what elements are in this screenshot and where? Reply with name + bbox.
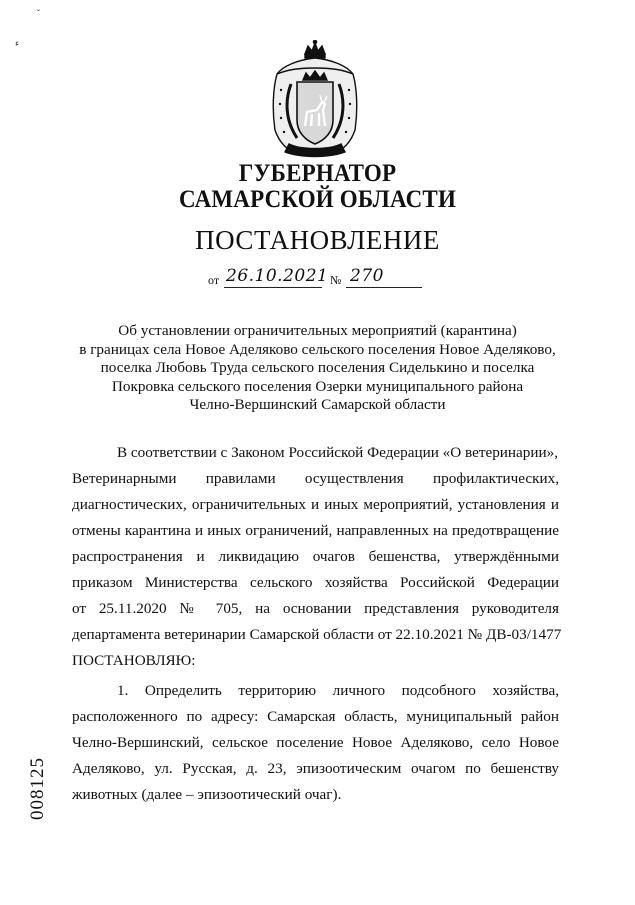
document-subject (60, 322, 575, 415)
document-type: ПОСТАНОВЛЕНИЕ (195, 225, 440, 255)
item1-line: Челно-Вершинский, сельское поселение Новое Аделяково, село Новое (72, 734, 559, 751)
body-line: В соответствии с Законом Российской Федерации «О ветеринарии», (117, 444, 559, 461)
body-line: отмены карантина и иных ограничений, направленных на предотвращение (72, 522, 559, 539)
number-underline (346, 287, 422, 288)
body-line: приказом Министерства сельского хозяйства Российской Федерации (72, 574, 559, 591)
body-line: департамента ветеринарии Самарской области от 22.10.2021 № ДВ-03/1477 (72, 626, 562, 643)
body-line: от 25.11.2020 № 705, на основании представления руководителя (72, 600, 559, 617)
number-label: № (330, 273, 342, 287)
subject-line: Об установлении ограничительных мероприятий (карантина) (118, 322, 517, 339)
item1-line: 1. Определить территорию личного подсобного хозяйства, (117, 682, 559, 699)
item1-line: расположенного по адресу: Самарская область, муниципальный район (72, 708, 559, 725)
document-date: 26.10.2021 (226, 266, 329, 286)
body-line: Ветеринарными правилами осуществления профилактических, (72, 470, 559, 487)
body-line: диагностических, ограничительных и иных мероприятий, установления и (72, 496, 559, 513)
date-underline (224, 287, 322, 288)
document-number: 270 (350, 266, 384, 286)
scan-speck: ˇ (37, 8, 40, 18)
samara-coat-of-arms-icon (267, 40, 363, 158)
body-line: ПОСТАНОВЛЯЮ: (72, 652, 196, 669)
item1-line: Аделяково, ул. Русская, д. 23, эпизоотическим очагом по бешенству (72, 760, 559, 777)
scan-speck: ء (15, 38, 20, 48)
governor-title-line2: САМАРСКОЙ ОБЛАСТИ (178, 186, 457, 213)
subject-line: Челно-Вершинский Самарской области (189, 396, 446, 413)
date-number-line (208, 266, 423, 288)
subject-line: поселка Любовь Труда сельского поселения Сиделькино и поселка (100, 359, 535, 376)
governor-title-line1: ГУБЕРНАТОР (238, 160, 397, 187)
item1-line: животных (далее – эпизоотический очаг). (72, 786, 342, 803)
subject-line: Покровка сельского поселения Озерки муниципального района (111, 377, 524, 395)
subject-line: в границах села Новое Аделяково сельского поселения Новое Аделяково, (79, 340, 556, 358)
document-body (72, 440, 562, 808)
registration-number: 008125 (27, 757, 48, 820)
date-label: от (208, 273, 220, 287)
body-line: распространения и ликвидацию очагов бешенства, утверждёнными (72, 548, 559, 565)
